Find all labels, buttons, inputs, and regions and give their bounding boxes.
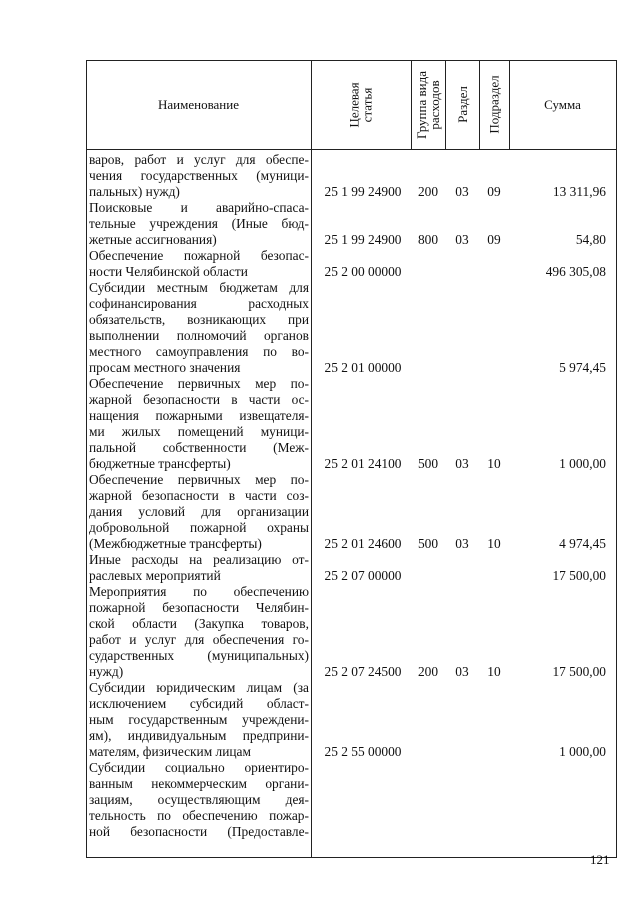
description-word: Обеспечение	[89, 472, 164, 487]
description-word: обязательств,	[89, 312, 166, 327]
description-word: по	[263, 344, 277, 359]
row-target-code: 25 2 07 24500	[324, 664, 402, 679]
description-word: услуг	[144, 632, 177, 647]
description-word: ным	[89, 712, 114, 727]
header-group-label	[415, 71, 441, 139]
row-sum: 5 974,45	[559, 360, 606, 375]
description-word: самоуправления	[155, 344, 249, 359]
description-word: во-	[291, 344, 309, 359]
description-line	[89, 248, 309, 264]
description-word: безопасности	[141, 488, 219, 503]
description-word: Мероприятия	[89, 584, 167, 599]
description-line: мателям, физическим лицам	[89, 744, 251, 759]
description-line: раслевых мероприятий	[89, 568, 221, 583]
description-word: (Закупка	[194, 616, 244, 631]
description-word: сударственных	[89, 648, 175, 663]
row-group: 200	[417, 184, 439, 199]
description-word: по-	[290, 376, 309, 391]
description-line: ности Челябинской области	[89, 264, 248, 279]
description-line	[89, 824, 309, 840]
row-target-code: 25 1 99 24900	[324, 184, 402, 199]
description-word: пожарной	[89, 600, 146, 615]
description-line	[89, 408, 309, 424]
description-line	[89, 200, 309, 216]
row-subsection: 09	[487, 184, 501, 199]
description-word: (Меж-	[273, 440, 309, 455]
description-line	[89, 632, 309, 648]
description-word: Обеспечение	[89, 248, 164, 263]
description-word: пожарной	[183, 248, 241, 263]
row-sum: 17 500,00	[552, 664, 606, 679]
row-description	[89, 584, 309, 680]
description-word: государственным	[128, 712, 228, 727]
row-section: 03	[455, 184, 469, 199]
row-sum: 496 305,08	[545, 264, 606, 279]
description-word: для	[235, 152, 256, 167]
description-word: безопасности	[162, 600, 240, 615]
description-line	[89, 680, 309, 696]
header-section	[445, 60, 479, 149]
description-line	[89, 792, 309, 808]
description-line	[89, 344, 309, 360]
description-word: охраны	[267, 520, 309, 535]
description-word: организации	[237, 504, 309, 519]
description-line	[89, 584, 309, 600]
header-target-label	[348, 82, 374, 127]
row-description	[89, 200, 309, 248]
description-word: части	[248, 392, 281, 407]
description-word: безопасности	[143, 392, 220, 407]
description-line	[89, 280, 309, 296]
description-word: в	[231, 392, 238, 407]
description-word: чения	[89, 168, 123, 183]
description-word: извещателя-	[239, 408, 309, 423]
description-word: социально	[164, 760, 225, 775]
description-word: (за	[293, 680, 309, 695]
description-word: зациям,	[89, 792, 133, 807]
row-description	[89, 552, 309, 584]
description-word: условий	[138, 504, 186, 519]
row-group: 200	[417, 664, 439, 679]
description-word: Субсидии	[89, 680, 146, 695]
header-sum-label: Сумма	[544, 96, 581, 112]
description-word: по-	[290, 472, 309, 487]
row-target-code: 25 2 00 00000	[324, 264, 402, 279]
row-section: 03	[455, 664, 469, 679]
description-line	[89, 376, 309, 392]
description-word: и	[180, 200, 188, 215]
row-target-code: 25 2 55 00000	[324, 744, 402, 759]
row-sum: 1 000,00	[559, 744, 606, 759]
description-word: расходы	[131, 552, 179, 567]
description-word: на	[189, 552, 203, 567]
description-line	[89, 296, 309, 312]
description-word: безопас-	[260, 248, 309, 263]
description-word: услуг	[194, 152, 226, 167]
description-word: ям),	[89, 728, 112, 743]
description-word: обеспечения	[212, 632, 285, 647]
description-word: работ	[89, 632, 121, 647]
description-word: ос-	[291, 392, 309, 407]
description-word: некоммерческим	[151, 776, 247, 791]
description-line: просам местного значения	[89, 360, 241, 375]
description-word: от-	[292, 552, 309, 567]
description-word: для	[184, 632, 205, 647]
row-description	[89, 248, 309, 280]
description-line	[89, 328, 309, 344]
description-word: (Предоставле-	[227, 824, 309, 839]
row-target-code: 25 2 01 00000	[324, 360, 402, 375]
row-sum: 4 974,45	[559, 536, 606, 551]
description-word: обеспечению	[182, 808, 258, 823]
description-word: ми	[89, 424, 105, 439]
row-sum: 13 311,96	[552, 184, 606, 199]
description-line	[89, 552, 309, 568]
description-word: индивидуальным	[127, 728, 227, 743]
description-word: дея-	[285, 792, 309, 807]
header-name	[86, 60, 311, 149]
description-line	[89, 472, 309, 488]
header-target-line2: статья	[359, 87, 375, 122]
row-description	[89, 152, 309, 200]
description-word: работ	[134, 152, 167, 167]
header-group-line1: Группа вида	[414, 70, 430, 139]
description-word: выполнении	[89, 328, 160, 343]
description-word: пожар-	[269, 808, 309, 823]
row-target-code: 25 2 01 24100	[324, 456, 402, 471]
row-description	[89, 280, 309, 376]
description-line	[89, 712, 309, 728]
description-word: мер	[255, 472, 277, 487]
description-word: дания	[89, 504, 123, 519]
description-word: тельные	[89, 216, 136, 231]
description-line	[89, 760, 309, 776]
row-description	[89, 680, 309, 760]
row-section: 03	[455, 232, 469, 247]
row-subsection: 09	[487, 232, 501, 247]
description-word: ной	[89, 824, 111, 839]
description-word: пожарной	[189, 520, 247, 535]
description-word: юридическим	[156, 680, 236, 695]
description-word: при	[287, 312, 309, 327]
description-word: учреждени-	[242, 712, 309, 727]
description-line	[89, 776, 309, 792]
description-word: расходных	[248, 296, 309, 311]
row-group: 800	[417, 232, 439, 247]
header-subsection	[479, 60, 509, 149]
description-word: ориентиро-	[244, 760, 309, 775]
description-word: по	[193, 584, 207, 599]
header-subsection-label: Подраздел	[486, 75, 502, 134]
description-line	[89, 216, 309, 232]
description-word: и	[176, 152, 184, 167]
description-word: (муници-	[256, 168, 309, 183]
row-subsection: 10	[487, 456, 501, 471]
description-word: реализацию	[213, 552, 282, 567]
description-line	[89, 808, 309, 824]
description-word: жилых	[121, 424, 161, 439]
description-line	[89, 504, 309, 520]
header-target	[311, 60, 411, 149]
description-line	[89, 616, 309, 632]
description-line	[89, 728, 309, 744]
description-word: органи-	[265, 776, 309, 791]
description-word: полномочий	[176, 328, 247, 343]
row-group: 500	[417, 536, 439, 551]
row-target-code: 25 2 07 00000	[324, 568, 402, 583]
description-line	[89, 520, 309, 536]
description-word: в	[228, 488, 236, 503]
description-word: пожарными	[155, 408, 223, 423]
description-word: государственных	[140, 168, 238, 183]
description-word: Иные	[89, 552, 121, 567]
page-number: 121	[590, 852, 610, 867]
row-description	[89, 376, 309, 472]
description-line: жетные ассигнования)	[89, 232, 217, 247]
description-word: осуществляющим	[157, 792, 261, 807]
description-word: Субсидии	[89, 760, 146, 775]
description-word: первичных	[177, 376, 241, 391]
description-word: нащения	[89, 408, 139, 423]
description-line	[89, 424, 309, 440]
description-word: обеспечению	[233, 584, 309, 599]
description-word: местным	[156, 280, 208, 295]
description-line: пальных) нужд)	[89, 184, 180, 199]
description-word: предприни-	[242, 728, 309, 743]
header-section-label: Раздел	[454, 86, 470, 123]
description-word: для	[289, 280, 309, 295]
description-word: жарной	[89, 392, 132, 407]
description-word: Субсидии	[89, 280, 146, 295]
description-line	[89, 696, 309, 712]
header-divider	[86, 149, 616, 150]
budget-table	[86, 60, 616, 857]
description-word: для	[201, 504, 221, 519]
header-group	[411, 60, 445, 149]
description-word: местного	[89, 344, 142, 359]
description-word: лицам	[246, 680, 283, 695]
description-word: софинансирования	[89, 296, 197, 311]
description-line	[89, 600, 309, 616]
description-line: бюджетные трансферты)	[89, 456, 231, 471]
header-target-line1: Целевая	[346, 81, 362, 128]
header-group-line2: расходов	[427, 79, 443, 130]
row-sum: 1 000,00	[559, 456, 606, 471]
description-word: аварийно-спаса-	[216, 200, 309, 215]
description-word: Поисковые	[89, 200, 153, 215]
description-word: безопасности	[130, 824, 208, 839]
description-line	[89, 648, 309, 664]
description-word: субсидий	[189, 696, 244, 711]
description-line	[89, 152, 309, 168]
description-word: обеспе-	[265, 152, 309, 167]
description-word: муници-	[260, 424, 309, 439]
description-word: добровольной	[89, 520, 170, 535]
description-word: ванным	[89, 776, 133, 791]
description-word: бюд-	[281, 216, 309, 231]
description-word: собственности	[162, 440, 247, 455]
description-word: Обеспечение	[89, 376, 164, 391]
description-line: (Межбюджетные трансферты)	[89, 536, 262, 551]
description-word: варов,	[89, 152, 125, 167]
description-word: области	[132, 616, 177, 631]
description-word: и	[129, 632, 137, 647]
description-line: нужд)	[89, 664, 124, 679]
row-sum: 54,80	[575, 232, 606, 247]
row-section: 03	[455, 536, 469, 551]
description-word: област-	[266, 696, 309, 711]
row-description	[89, 472, 309, 552]
description-word: пальной	[89, 440, 137, 455]
row-group: 500	[417, 456, 439, 471]
row-target-code: 25 2 01 24600	[324, 536, 402, 551]
description-word: по	[157, 808, 171, 823]
description-word: первичных	[177, 472, 241, 487]
description-line	[89, 440, 309, 456]
description-word: возникающих	[187, 312, 267, 327]
description-word: жарной	[89, 488, 132, 503]
description-word: части	[244, 488, 277, 503]
row-subsection: 10	[487, 664, 501, 679]
description-line	[89, 168, 309, 184]
description-word: органов	[263, 328, 309, 343]
description-word: (Иные	[231, 216, 268, 231]
row-target-code: 25 1 99 24900	[324, 232, 402, 247]
column-divider	[311, 60, 312, 857]
description-word: го-	[292, 632, 309, 647]
row-description	[89, 760, 309, 840]
description-word: соз-	[286, 488, 309, 503]
description-word: Челябин-	[255, 600, 309, 615]
description-word: учреждения	[149, 216, 218, 231]
description-line	[89, 488, 309, 504]
description-line	[89, 392, 309, 408]
description-word: исключением	[89, 696, 167, 711]
description-word: ской	[89, 616, 115, 631]
row-sum: 17 500,00	[552, 568, 606, 583]
description-word: товаров,	[261, 616, 309, 631]
row-subsection: 10	[487, 536, 501, 551]
description-word: (муниципальных)	[207, 648, 309, 663]
header-name-label: Наименование	[158, 96, 239, 112]
description-word: помещений	[177, 424, 244, 439]
description-word: бюджетам	[219, 280, 278, 295]
row-section: 03	[455, 456, 469, 471]
description-word: мер	[255, 376, 277, 391]
description-line	[89, 312, 309, 328]
header-sum	[509, 60, 616, 149]
description-word: тельность	[89, 808, 146, 823]
